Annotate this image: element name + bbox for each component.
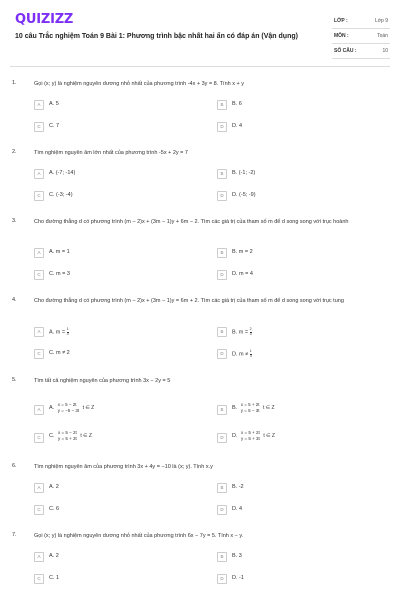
option-letter-box: A — [34, 483, 44, 493]
option-letter-box: D — [217, 270, 227, 280]
option-letter-box: B — [217, 248, 227, 258]
option-letter-box: A — [34, 327, 44, 337]
option-text: C. m = 3 — [49, 271, 70, 277]
option-text: D. (-5; -9) — [232, 192, 256, 198]
option-text: A. 5 — [49, 101, 59, 107]
option-prefix: A. m = — [49, 329, 67, 336]
option-letter-box: D — [217, 122, 227, 132]
quizizz-logo: QUIZIZZ — [15, 12, 74, 27]
parameter-domain: t ∈ Z — [80, 432, 92, 439]
option-letter-box: B — [217, 169, 227, 179]
option-text — [49, 402, 94, 413]
equation-system — [241, 430, 260, 441]
info-label: SỐ CÂU : — [334, 48, 357, 54]
option-text: A. m = 1 — [49, 249, 70, 255]
question-number: 3. — [12, 218, 17, 224]
option-letter-box: A — [34, 169, 44, 179]
option-letter-box: A — [34, 552, 44, 562]
question-number: 4. — [12, 297, 17, 303]
question-number: 2. — [12, 149, 17, 155]
fraction-denominator: 3 — [249, 331, 252, 336]
parameter-domain: t ∈ Z — [263, 432, 275, 439]
equation-line: x = 5 + 2t — [240, 402, 260, 407]
option-text: D. 4 — [232, 506, 243, 512]
info-table — [332, 14, 390, 59]
option-letter-box: C — [34, 349, 44, 359]
option-text: D. m = 4 — [232, 271, 253, 277]
option-text: B. 3 — [232, 553, 242, 559]
fraction-numerator: 1 — [66, 327, 69, 331]
option-letter-box: A — [34, 248, 44, 258]
option-letter-box: C — [34, 191, 44, 201]
option-letter-box: B — [217, 483, 227, 493]
option-text — [232, 328, 252, 336]
option-letter-box: C — [34, 433, 44, 443]
option-prefix: C. — [49, 432, 55, 439]
info-row-class — [332, 14, 390, 29]
info-row-subject — [332, 29, 390, 44]
equation-line: y = 5 + 3t — [58, 435, 77, 441]
option-text — [232, 350, 252, 358]
option-prefix: B. m = — [232, 329, 250, 336]
option-text: C. 7 — [49, 123, 60, 129]
option-text: B. -2 — [232, 484, 244, 490]
worksheet-title: 10 câu Trắc nghiệm Toán 9 Bài 1: Phương trình bậc nhất hai ẩn có đáp án (Vận dụng) — [15, 33, 298, 40]
question-number: 1. — [12, 80, 17, 86]
option-letter-box: B — [217, 552, 227, 562]
question-number: 5. — [12, 377, 17, 383]
option-text: C. 6 — [49, 506, 60, 512]
option-letter-box: D — [217, 505, 227, 515]
equation-line: y = 5 + 3t — [241, 435, 260, 441]
option-text: A. (-7; -14) — [49, 170, 76, 176]
info-value: 10 — [382, 48, 388, 54]
equation-system — [58, 402, 79, 413]
equation-system — [58, 430, 77, 441]
question-number: 6. — [12, 463, 17, 469]
equation-line: x = 5 − 2t — [57, 402, 77, 407]
option-text: A. 2 — [49, 484, 59, 490]
info-value: Lớp 9 — [374, 18, 388, 24]
option-letter-box: B — [217, 327, 227, 337]
fraction-denominator: 3 — [249, 353, 252, 358]
option-text: C. (-3; -4) — [49, 192, 73, 198]
parameter-domain: t ∈ Z — [82, 404, 95, 411]
option-letter-box: C — [34, 122, 44, 132]
equation-line: y = −5 − 3t — [57, 407, 80, 413]
option-letter-box: C — [34, 574, 44, 584]
option-prefix: D. m ≠ — [232, 351, 250, 358]
question-text: Cho đường thẳng d có phương trình (m − 2)x + (3m − 1)y = 6m + 2. Tìm các giá trị của tham số m để d song song với trục tung — [34, 298, 344, 304]
question-text: Tìm nghiệm nguyên âm của phương trình 3x + 4y = −10 là (x; y). Tính x.y — [34, 464, 213, 470]
option-letter-box: D — [217, 433, 227, 443]
option-prefix: A. — [49, 404, 55, 411]
equation-line: x = 5 − 2t — [58, 430, 77, 435]
option-letter-box: D — [217, 349, 227, 359]
parameter-domain: t ∈ Z — [263, 404, 275, 411]
option-text: C. m ≠ 2 — [49, 350, 70, 356]
fraction — [250, 328, 252, 336]
option-text: A. 2 — [49, 553, 59, 559]
equation-line: x = 5 + 2t — [241, 430, 260, 435]
option-letter-box: C — [34, 270, 44, 280]
question-number: 7. — [12, 532, 17, 538]
option-text — [49, 328, 69, 336]
option-letter-box: D — [217, 574, 227, 584]
option-prefix: B. — [232, 404, 238, 411]
info-label: MÔN : — [334, 33, 349, 39]
question-text: Tìm tất cả nghiệm nguyên của phương trình 3x − 2y = 5 — [34, 378, 171, 384]
option-letter-box: D — [217, 191, 227, 201]
equation-system — [241, 402, 260, 413]
option-letter-box: B — [217, 100, 227, 110]
fraction — [250, 350, 252, 358]
question-text: Gọi (x; y) là nghiệm nguyên dương nhỏ nhất của phương trình 6x − 7y = 5. Tính x − y. — [34, 533, 244, 539]
question-text: Gọi (x; y) là nghiệm nguyên dương nhỏ nhất của phương trình -4x + 3y = 8. Tính x + y — [34, 81, 244, 87]
equation-line: y = 5 − 3t — [240, 407, 260, 413]
option-letter-box: C — [34, 505, 44, 515]
option-text — [49, 430, 92, 441]
fraction-numerator: 2 — [249, 327, 252, 331]
option-text: B. 6 — [232, 101, 242, 107]
info-label: LỚP : — [334, 18, 348, 24]
question-text: Tìm nghiệm nguyên âm lớn nhất của phương trình -5x + 2y = 7 — [34, 150, 188, 156]
fraction-denominator: 3 — [66, 331, 69, 336]
option-letter-box: B — [217, 405, 227, 415]
question-text: Cho đường thẳng d có phương trình (m − 2)x + (3m − 1)y + 6m − 2. Tìm các giá trị của tham số m để d song song với trục hoành — [34, 219, 349, 225]
option-text — [232, 402, 275, 413]
fraction — [67, 328, 69, 336]
option-text: D. -1 — [232, 575, 244, 581]
option-text: B. m = 2 — [232, 249, 253, 255]
option-letter-box: A — [34, 100, 44, 110]
option-text — [232, 430, 275, 441]
option-text: C. 1 — [49, 575, 60, 581]
header-divider — [10, 66, 390, 67]
option-text: D. 4 — [232, 123, 243, 129]
fraction-numerator: 1 — [249, 349, 252, 353]
info-value: Toán — [377, 33, 388, 39]
option-letter-box: A — [34, 405, 44, 415]
option-text: B. (-1; -2) — [232, 170, 256, 176]
info-row-count — [332, 44, 390, 59]
option-prefix: D. — [232, 432, 238, 439]
